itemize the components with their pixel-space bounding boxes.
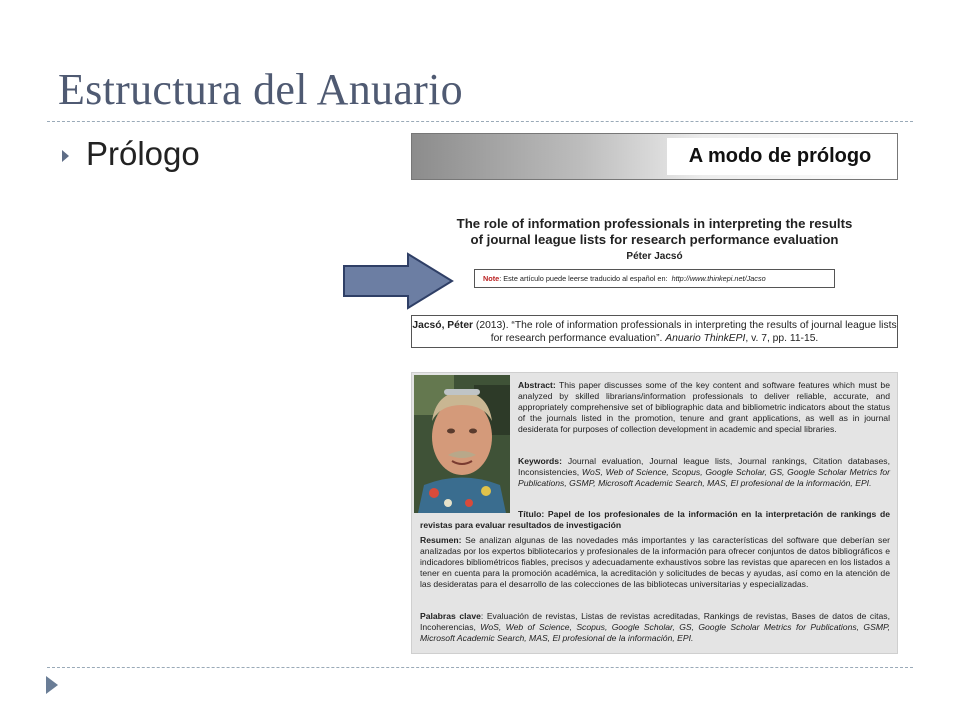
palabras-clave-text: : Evaluación de revistas, Listas de revistas acreditadas, Rankings de revistas, Bases de datos de citas, Incoherencias,: [420, 611, 890, 633]
article-title-line-2: of journal league lists for research performance evaluation: [470, 232, 839, 247]
palabras-clave-label: Palabras clave: [420, 611, 481, 621]
author-photo: [414, 375, 510, 513]
footer-divider: [47, 667, 913, 668]
resumen-paragraph: [420, 535, 890, 590]
citation-journal: Anuario ThinkEPI: [665, 333, 746, 344]
bullet-arrow-icon: [62, 150, 69, 162]
article-title-line-1: The role of information professionals in interpreting the results: [456, 216, 853, 231]
article-author: Péter Jacsó: [626, 251, 683, 262]
abstract-text: This paper discusses some of the key content and software features which must be analyzed by skilled librarians/information professionals to deliver reliable, accurate, and appropriately comprehensive set of bibliographic data and bibliometric indicators about the status of the journals listed in the promotion, tenure and grant applications, as well as in journal desiderata for purposes of collection development in academic and special libraries.: [518, 380, 890, 435]
banner-label: A modo de prólogo: [667, 138, 893, 175]
title-divider: [47, 121, 913, 122]
pointer-arrow-icon: [342, 252, 462, 312]
citation-box: [411, 315, 898, 348]
keywords-label: Keywords:: [518, 456, 562, 466]
note-label: Note: [483, 274, 500, 283]
palabras-clave-italic: WoS, Web of Science, Scopus, Google Scholar, GS, Google Scholar Metrics for Publications, GSMP, Microsoft Academic Search, MAS, El profesional de la información, EPI.: [420, 622, 890, 644]
citation-tail: , v. 7, pp. 11-15.: [745, 333, 819, 344]
article-title: [411, 216, 898, 248]
note-box: [474, 269, 835, 288]
pointer-arrow-shape: [344, 254, 452, 308]
footer-triangle-icon: [46, 676, 58, 694]
citation-author: Jacsó, Péter: [412, 320, 474, 331]
slide-title: Estructura del Anuario: [58, 65, 463, 114]
resumen-label: Resumen:: [420, 535, 462, 545]
abstract-label: Abstract:: [518, 380, 556, 390]
keywords-paragraph: [518, 456, 890, 489]
palabras-clave-paragraph: [420, 611, 890, 644]
keywords-italic: WoS, Web of Science, Scopus, Google Scholar, GS, Google Scholar Metrics for Publications, GSMP, Microsoft Academic Search, MAS, El profesional de la información, EPI.: [518, 467, 891, 489]
resumen-text: Se analizan algunas de las novedades más importantes y las características del software que deberían ser analizadas por los expertos bibliotecarios y profesionales de la información para ofrecer conjuntos de datos bibliográficos e indicadores bibliométricos fiables, precisos y adecuadamente exhaustivos sobre las revistas que aparecen en los listados a tener en cuenta para la promoción académica, la acreditación y solicitudes de becas y ayudas, así como en la atención de las desideratas para el desarrollo de las colecciones de las bibliotecas universitarias y especializadas.: [420, 535, 890, 590]
abstract-panel: [411, 372, 898, 654]
author-portrait-image: [414, 375, 510, 513]
section-banner: [411, 133, 898, 180]
abstract-paragraph: [518, 380, 890, 435]
note-text: : Este artículo puede leerse traducido al español en:: [499, 274, 668, 283]
note-url: http://www.thinkepi.net/Jacso: [671, 274, 766, 283]
keywords-text: Journal evaluation, Journal league lists, Journal rankings, Citation databases, Inconsistencies,: [518, 456, 890, 478]
citation-text: (2013). “The role of information professionals in interpreting the results of journal league lists for research performance evaluation”.: [473, 320, 897, 344]
bullet-text: Prólogo: [86, 135, 200, 172]
titulo-text: Título: Papel de los profesionales de la información en la interpretación de rankings de revistas para evaluar resultados de investigación: [420, 509, 890, 531]
